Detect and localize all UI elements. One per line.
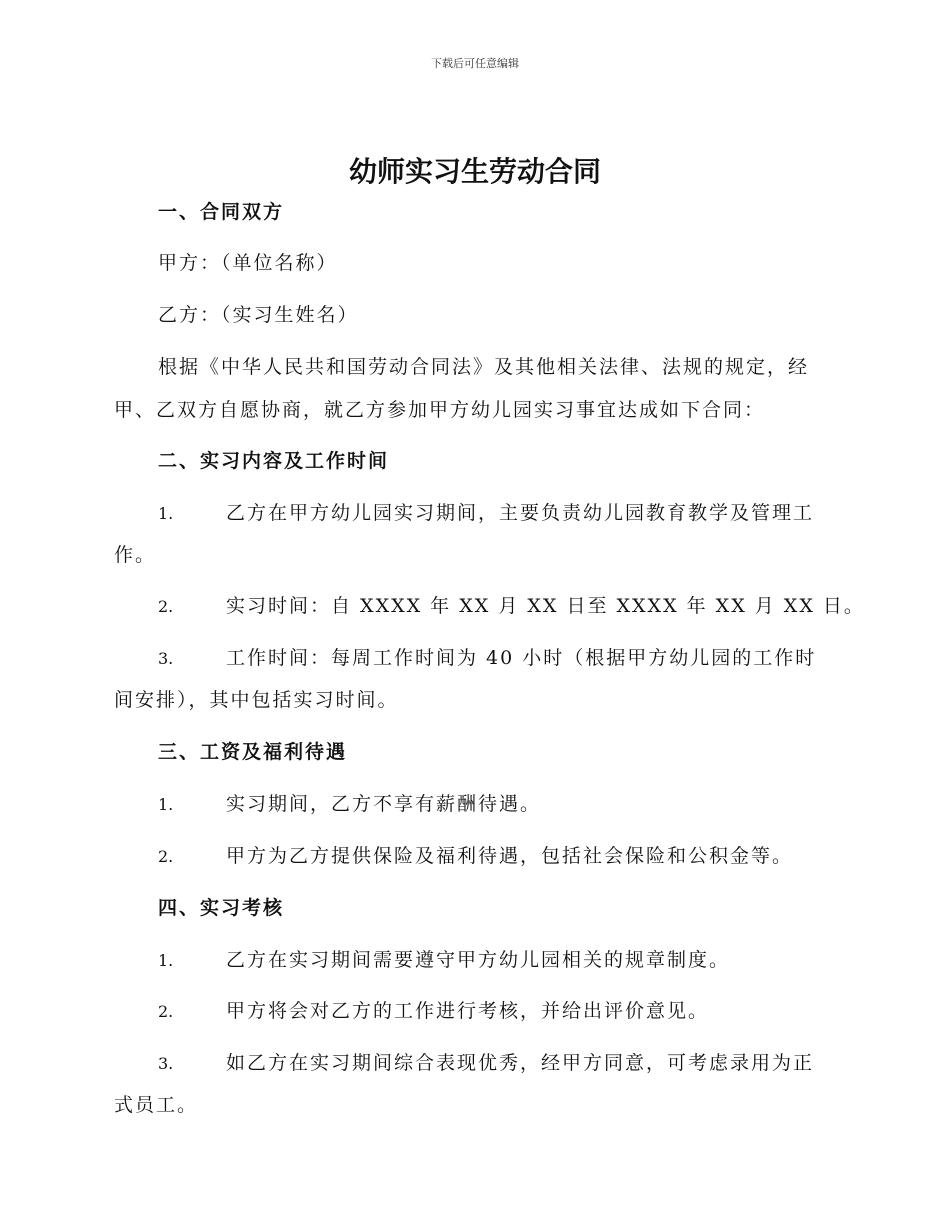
section-heading-3: 三、工资及福利待遇 xyxy=(158,741,348,763)
list-item-continuation: 作。 xyxy=(114,544,157,566)
list-item xyxy=(158,646,816,671)
list-item-number: 1. xyxy=(158,951,174,970)
party-b-line: 乙方：（实习生姓名） xyxy=(158,304,359,326)
list-item xyxy=(158,501,814,526)
header-note: 下载后可任意编辑 xyxy=(431,57,519,70)
list-item-text: 甲方为乙方提供保险及福利待遇，包括社会保险和公积金等。 xyxy=(226,845,794,867)
document-title: 幼师实习生劳动合同 xyxy=(348,155,601,188)
list-item xyxy=(158,1051,814,1076)
list-item-number: 1. xyxy=(158,504,174,523)
list-item-number: 3. xyxy=(158,1054,174,1073)
list-item-number: 1. xyxy=(158,795,174,814)
list-item xyxy=(158,792,541,817)
list-item xyxy=(158,948,730,973)
list-item xyxy=(158,844,793,869)
list-item-number: 2. xyxy=(158,1002,174,1021)
list-item-text: 如乙方在实习期间综合表现优秀，经甲方同意，可考虑录用为正 xyxy=(226,1052,815,1074)
list-item-number: 2. xyxy=(158,847,174,866)
list-item-number: 3. xyxy=(158,649,174,668)
list-item xyxy=(158,594,865,619)
list-item-continuation: 间安排），其中包括实习时间。 xyxy=(114,689,399,711)
list-item-text: 实习期间，乙方不享有薪酬待遇。 xyxy=(226,793,542,815)
list-item-text: 乙方在甲方幼儿园实习期间，主要负责幼儿园教育教学及管理工 xyxy=(226,502,815,524)
list-item-text: 甲方将会对乙方的工作进行考核，并给出评价意见。 xyxy=(226,1000,710,1022)
intro-paragraph-line-1: 根据《中华人民共和国劳动合同法》及其他相关法律、法规的规定，经 xyxy=(158,356,810,378)
section-heading-1: 一、合同双方 xyxy=(158,201,285,223)
list-item xyxy=(158,999,709,1024)
list-item-text: 乙方在实习期间需要遵守甲方幼儿园相关的规章制度。 xyxy=(226,949,731,971)
list-item-text: 实习时间：自 XXXX 年 XX 月 XX 日至 XXXX 年 XX 月 XX 日。 xyxy=(226,595,865,617)
party-a-line: 甲方：（单位名称） xyxy=(158,252,338,274)
section-heading-2: 二、实习内容及工作时间 xyxy=(158,450,390,472)
intro-paragraph-line-2: 甲、乙双方自愿协商，就乙方参加甲方幼儿园实习事宜达成如下合同： xyxy=(114,399,766,421)
list-item-continuation: 式员工。 xyxy=(114,1094,199,1116)
section-heading-4: 四、实习考核 xyxy=(158,897,285,919)
list-item-text: 工作时间：每周工作时间为 40 小时（根据甲方幼儿园的工作时 xyxy=(226,647,817,669)
list-item-number: 2. xyxy=(158,597,174,616)
